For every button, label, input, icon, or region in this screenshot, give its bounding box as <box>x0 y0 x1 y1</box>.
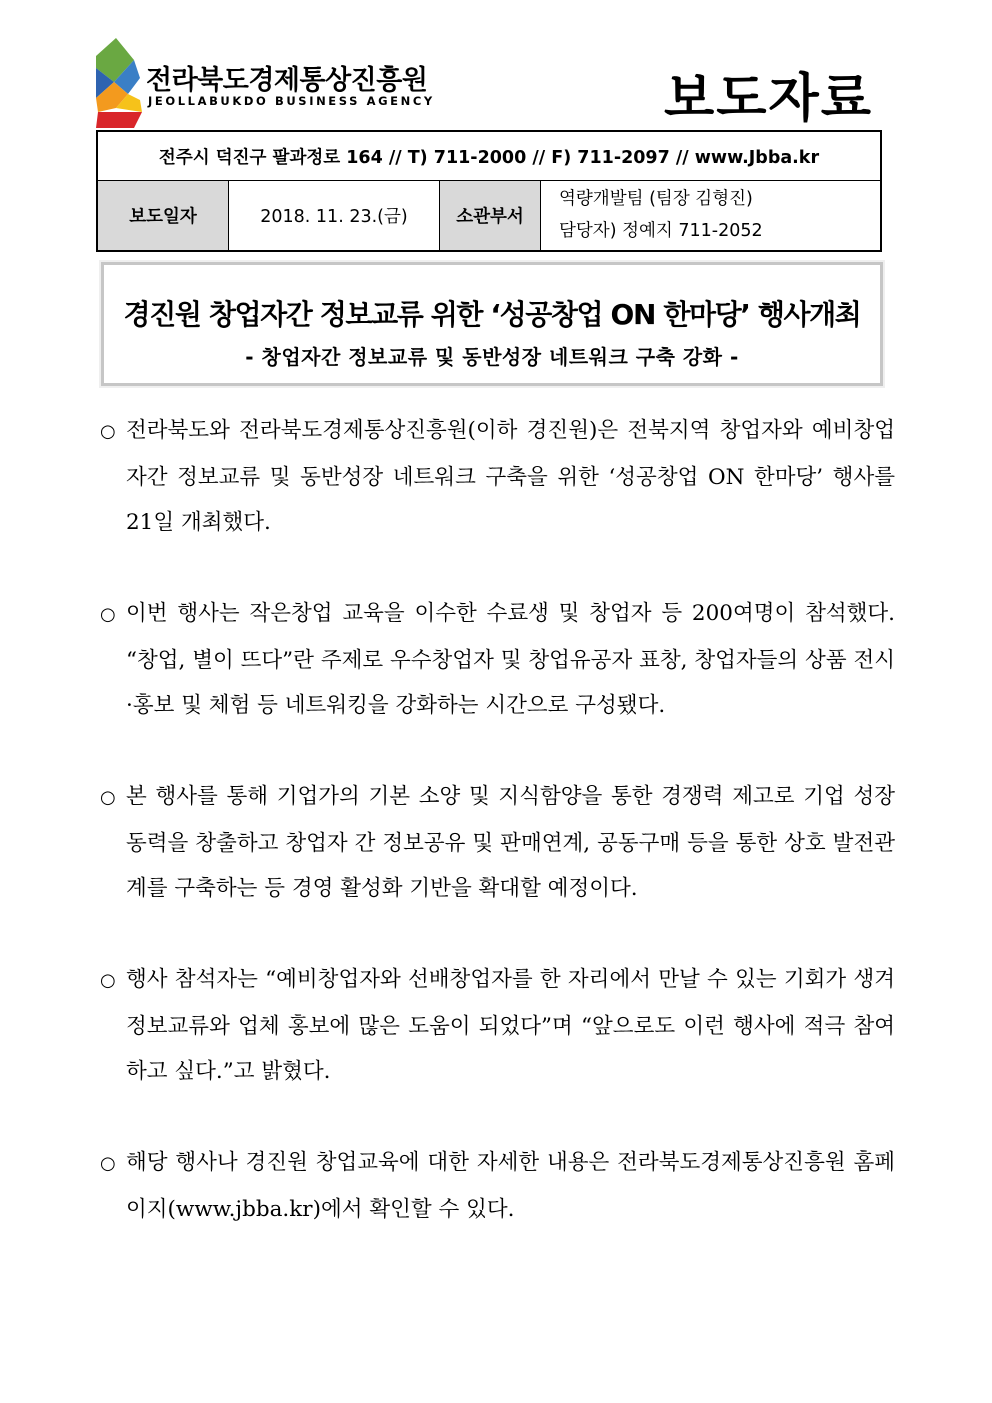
info-table <box>96 130 882 252</box>
article-body <box>100 408 895 1278</box>
paragraph <box>100 957 895 1095</box>
bullet-circle-icon: ○ <box>100 421 116 442</box>
department-team: 역량개발팀 (팀장 김형진) <box>559 189 753 210</box>
paragraph <box>100 1140 895 1232</box>
bullet-circle-icon: ○ <box>100 970 116 991</box>
paragraph <box>100 408 895 546</box>
department-label: 소관부서 <box>440 181 541 251</box>
paragraph <box>100 591 895 729</box>
release-date-value: 2018. 11. 23.(금) <box>229 181 440 251</box>
release-date-label: 보도일자 <box>97 181 229 251</box>
paragraph <box>100 774 895 912</box>
contact-address: 전주시 덕진구 팔과정로 164 // T) 711-2000 // F) 711-2097 // www.Jbba.kr <box>97 131 881 181</box>
paragraph-text: 해당 행사나 경진원 창업교육에 대한 자세한 내용은 전라북도경제통상진흥원 홈페이지(www.jbba.kr)에서 확인할 수 있다. <box>126 1150 895 1222</box>
headline-box <box>101 262 883 386</box>
press-release-title: 보도자료 <box>664 69 873 129</box>
department-contact: 담당자) 정예지 711-2052 <box>559 221 763 242</box>
paragraph-text: 행사 참석자는 “예비창업자와 선배창업자를 한 자리에서 만날 수 있는 기회가 생겨 정보교류와 업체 홍보에 많은 도움이 되었다”며 “앞으로도 이런 행사에 적극 참여하고 싶다.”고 밝혔다. <box>126 967 895 1084</box>
headline-title: 경진원 창업자간 정보교류 위한 ‘성공창업 ON 한마당’ 행사개최 <box>123 298 861 331</box>
bullet-circle-icon: ○ <box>100 604 116 625</box>
bullet-circle-icon: ○ <box>100 787 116 808</box>
logo-mark-icon <box>94 38 144 130</box>
department-value <box>541 181 882 251</box>
bullet-circle-icon: ○ <box>100 1153 116 1174</box>
paragraph-text: 이번 행사는 작은창업 교육을 이수한 수료생 및 창업자 등 200여명이 참석했다. “창업, 별이 뜨다”란 주제로 우수창업자 및 창업유공자 표창, 창업자들의 상품 전시·홍보 및 체험 등 네트워킹을 강화하는 시간으로 구성됐다. <box>126 601 895 718</box>
paragraph-text: 전라북도와 전라북도경제통상진흥원(이하 경진원)은 전북지역 창업자와 예비창업자간 정보교류 및 동반성장 네트워크 구축을 위한 ‘성공창업 ON 한마당’ 행사를 21일 개최했다. <box>126 418 895 535</box>
headline-subtitle: - 창업자간 정보교류 및 동반성장 네트워크 구축 강화 - <box>245 345 739 369</box>
org-name-en: JEOLLABUKDO BUSINESS AGENCY <box>148 94 435 108</box>
org-name-ko: 전라북도경제통상진흥원 <box>146 65 428 96</box>
org-logo <box>94 38 435 130</box>
paragraph-text: 본 행사를 통해 기업가의 기본 소양 및 지식함양을 통한 경쟁력 제고로 기업 성장 동력을 창출하고 창업자 간 정보공유 및 판매연계, 공동구매 등을 통한 상호 발전관계를 구축하는 등 경영 활성화 기반을 확대할 예정이다. <box>126 784 895 901</box>
